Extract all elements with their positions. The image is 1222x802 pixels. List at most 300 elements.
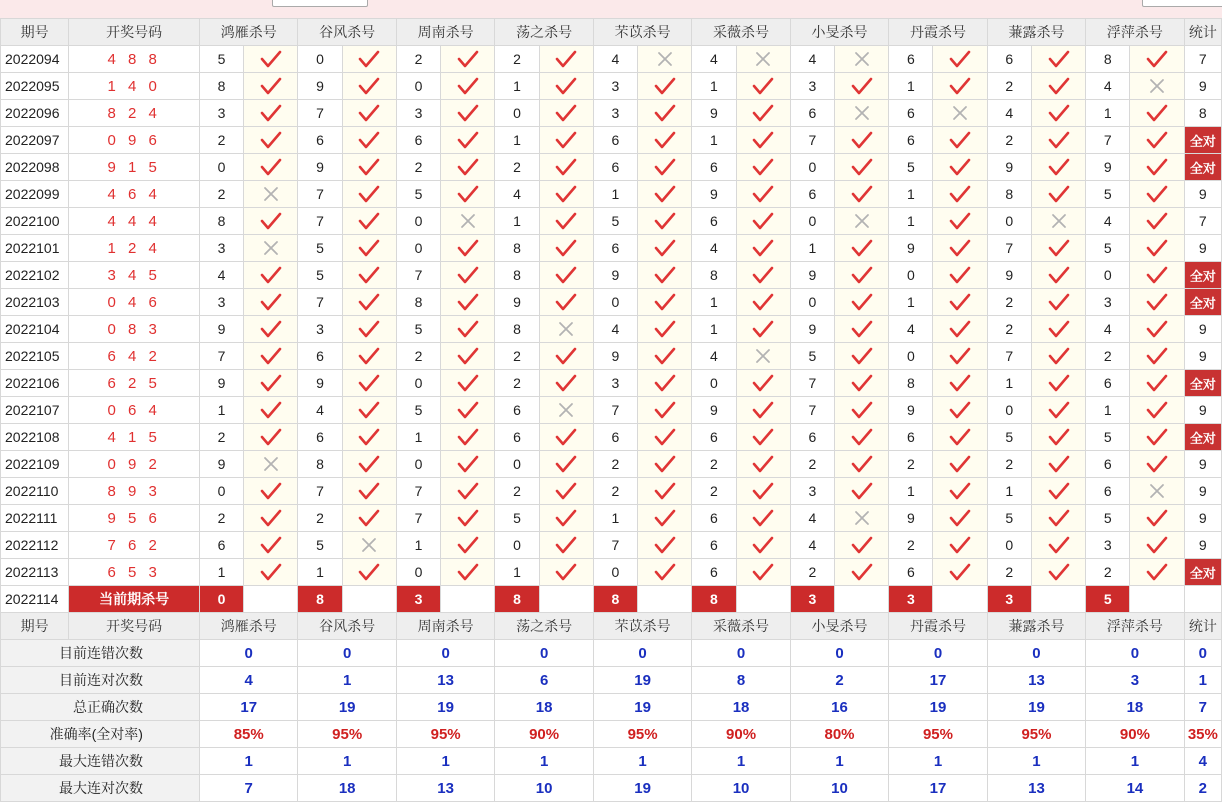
kill-number-cell: 2 [987,127,1031,154]
kill-number-cell: 6 [593,127,637,154]
stat-cell: 9 [1184,316,1221,343]
check-mark-icon [736,451,790,478]
kill-number-cell: 9 [199,370,243,397]
kill-number-cell: 4 [199,262,243,289]
check-mark-icon [342,424,396,451]
kill-number-cell: 2 [987,289,1031,316]
check-mark-icon [834,73,888,100]
table-row [1,370,1222,397]
kill-number-cell: 9 [298,370,342,397]
issue-cell: 2022100 [1,208,69,235]
check-mark-icon [1031,343,1085,370]
kill-number-cell: 9 [790,262,834,289]
cross-mark-icon [933,100,987,127]
kill-number-cell: 2 [495,478,539,505]
table-row [1,46,1222,73]
check-mark-icon [638,127,692,154]
kill-number-cell: 2 [199,505,243,532]
summary-value: 13 [987,667,1085,694]
cross-mark-icon [342,532,396,559]
kill-number-cell: 2 [790,451,834,478]
summary-label: 目前连对次数 [1,667,200,694]
check-mark-icon [736,370,790,397]
check-mark-icon [1130,100,1184,127]
kill-number-cell: 4 [692,235,736,262]
kill-number-cell: 6 [1086,370,1130,397]
header-draw: 开奖号码 [69,19,200,46]
issue-cell: 2022107 [1,397,69,424]
check-mark-icon [539,478,593,505]
issue-cell: 2022111 [1,505,69,532]
header-expert-5: 采薇杀号 [692,613,790,640]
kill-number-cell: 6 [593,235,637,262]
check-mark-icon [736,478,790,505]
table-row [1,505,1222,532]
check-mark-icon [834,262,888,289]
stat-cell: 7 [1184,208,1221,235]
kill-number-cell: 3 [1086,532,1130,559]
summary-value: 0 [298,640,396,667]
header-expert-0: 鸿雁杀号 [199,613,297,640]
kill-number-cell: 6 [889,559,933,586]
current-kill-number: 3 [790,586,834,613]
check-mark-icon [736,505,790,532]
summary-value: 0 [495,640,593,667]
check-mark-icon [834,235,888,262]
check-mark-icon [736,397,790,424]
kill-number-cell: 1 [1086,397,1130,424]
check-mark-icon [638,181,692,208]
issue-cell: 2022112 [1,532,69,559]
current-kill-number: 8 [495,586,539,613]
check-mark-icon [539,370,593,397]
check-mark-icon [539,559,593,586]
check-mark-icon [441,424,495,451]
check-mark-icon [342,262,396,289]
summary-label: 总正确次数 [1,694,200,721]
top-input-partial[interactable] [1142,0,1222,7]
check-mark-icon [1031,451,1085,478]
kill-number-cell: 9 [593,343,637,370]
all-correct-badge: 全对 [1184,154,1221,181]
summary-value: 0 [593,640,691,667]
stat-cell: 9 [1184,451,1221,478]
draw-number-cell: 0 9 6 [69,127,200,154]
summary-value: 16 [790,694,888,721]
draw-number-cell: 0 4 6 [69,289,200,316]
kill-number-cell: 0 [889,343,933,370]
kill-number-cell: 0 [987,208,1031,235]
check-mark-icon [638,343,692,370]
check-mark-icon [736,289,790,316]
check-mark-icon [1031,100,1085,127]
kill-number-cell: 7 [199,343,243,370]
summary-value: 8 [692,667,790,694]
kill-number-cell: 0 [987,397,1031,424]
summary-value: 17 [889,775,987,802]
kill-number-cell: 6 [889,100,933,127]
check-mark-icon [441,505,495,532]
check-mark-icon [638,532,692,559]
check-mark-icon [244,100,298,127]
top-select-partial[interactable] [272,0,368,7]
kill-number-cell: 3 [593,100,637,127]
kill-number-cell: 1 [495,208,539,235]
summary-value: 10 [790,775,888,802]
kill-number-cell: 9 [889,235,933,262]
current-kill-number: 3 [396,586,440,613]
kill-number-cell: 4 [593,46,637,73]
summary-value: 18 [298,775,396,802]
draw-number-cell: 1 2 4 [69,235,200,262]
kill-number-cell: 6 [199,532,243,559]
kill-number-cell: 7 [298,208,342,235]
kill-number-cell: 4 [298,397,342,424]
kill-number-cell: 0 [889,262,933,289]
check-mark-icon [441,478,495,505]
check-mark-icon [244,127,298,154]
summary-value: 19 [593,667,691,694]
summary-row [1,721,1222,748]
summary-value: 90% [495,721,593,748]
summary-value: 18 [692,694,790,721]
check-mark-icon [1130,289,1184,316]
summary-value: 19 [889,694,987,721]
kill-number-cell: 0 [692,370,736,397]
kill-number-cell: 1 [1086,100,1130,127]
check-mark-icon [441,289,495,316]
kill-number-cell: 6 [593,154,637,181]
kill-number-cell: 6 [298,343,342,370]
issue-cell: 2022104 [1,316,69,343]
summary-value: 1 [692,748,790,775]
check-mark-icon [1031,316,1085,343]
kill-number-cell: 9 [199,451,243,478]
kill-number-cell: 1 [987,478,1031,505]
kill-number-cell: 5 [199,46,243,73]
check-mark-icon [441,127,495,154]
kill-number-cell: 1 [987,370,1031,397]
kill-number-cell: 6 [1086,478,1130,505]
table-row [1,181,1222,208]
kill-number-cell: 4 [593,316,637,343]
all-correct-badge: 全对 [1184,424,1221,451]
table-row [1,478,1222,505]
check-mark-icon [1031,559,1085,586]
check-mark-icon [933,262,987,289]
current-kill-spacer [933,586,987,613]
summary-value: 95% [889,721,987,748]
table-row [1,532,1222,559]
kill-number-cell: 2 [692,451,736,478]
check-mark-icon [539,46,593,73]
kill-number-cell: 0 [396,559,440,586]
cross-mark-icon [736,46,790,73]
kill-number-table [0,18,1222,802]
check-mark-icon [441,343,495,370]
kill-number-cell: 2 [199,181,243,208]
cross-mark-icon [1130,478,1184,505]
kill-number-cell: 4 [495,181,539,208]
stat-cell: 9 [1184,181,1221,208]
check-mark-icon [342,505,396,532]
summary-value: 80% [790,721,888,748]
current-kill-label: 当前期杀号 [69,586,200,613]
kill-number-cell: 2 [1086,343,1130,370]
kill-number-cell: 9 [593,262,637,289]
kill-number-cell: 7 [396,505,440,532]
header-expert-8: 蒹露杀号 [987,613,1085,640]
kill-number-cell: 4 [987,100,1031,127]
check-mark-icon [342,478,396,505]
check-mark-icon [539,532,593,559]
current-kill-number: 3 [889,586,933,613]
kill-number-cell: 0 [396,208,440,235]
table-header-row [1,19,1222,46]
check-mark-icon [933,451,987,478]
check-mark-icon [539,451,593,478]
kill-number-cell: 2 [495,370,539,397]
kill-number-cell: 9 [692,100,736,127]
header-expert-3: 荡之杀号 [495,19,593,46]
summary-value: 4 [199,667,297,694]
cross-mark-icon [834,505,888,532]
issue-cell: 2022108 [1,424,69,451]
kill-number-cell: 6 [495,424,539,451]
summary-stat-value: 2 [1184,775,1221,802]
check-mark-icon [441,46,495,73]
check-mark-icon [244,532,298,559]
kill-number-cell: 1 [889,478,933,505]
check-mark-icon [638,235,692,262]
kill-number-cell: 0 [396,451,440,478]
summary-value: 13 [396,667,494,694]
kill-number-cell: 0 [790,154,834,181]
kill-number-cell: 5 [298,532,342,559]
header-expert-5: 采薇杀号 [692,19,790,46]
summary-value: 1 [889,748,987,775]
kill-number-cell: 1 [396,532,440,559]
summary-value: 18 [1086,694,1184,721]
kill-number-cell: 6 [593,424,637,451]
check-mark-icon [638,154,692,181]
check-mark-icon [638,100,692,127]
kill-number-cell: 1 [692,73,736,100]
draw-number-cell: 7 6 2 [69,532,200,559]
issue-cell: 2022109 [1,451,69,478]
check-mark-icon [244,154,298,181]
kill-number-cell: 3 [593,370,637,397]
table-row [1,451,1222,478]
current-stat-cell [1184,586,1221,613]
check-mark-icon [244,505,298,532]
all-correct-badge: 全对 [1184,262,1221,289]
current-kill-number: 0 [199,586,243,613]
stat-cell: 9 [1184,343,1221,370]
kill-number-cell: 2 [593,451,637,478]
summary-value: 19 [298,694,396,721]
kill-number-cell: 9 [987,262,1031,289]
summary-value: 19 [593,775,691,802]
check-mark-icon [342,397,396,424]
kill-number-cell: 6 [495,397,539,424]
check-mark-icon [539,181,593,208]
issue-cell: 2022096 [1,100,69,127]
check-mark-icon [539,235,593,262]
check-mark-icon [1130,127,1184,154]
kill-number-cell: 3 [396,100,440,127]
check-mark-icon [539,343,593,370]
summary-value: 1 [790,748,888,775]
kill-number-cell: 5 [987,424,1031,451]
current-kill-number: 8 [298,586,342,613]
summary-row [1,748,1222,775]
check-mark-icon [539,100,593,127]
cross-mark-icon [1031,208,1085,235]
check-mark-icon [1130,424,1184,451]
header-expert-4: 芣苡杀号 [593,19,691,46]
check-mark-icon [244,46,298,73]
issue-cell: 2022110 [1,478,69,505]
check-mark-icon [342,289,396,316]
check-mark-icon [441,532,495,559]
stat-cell: 9 [1184,505,1221,532]
kill-number-cell: 9 [790,316,834,343]
check-mark-icon [1031,424,1085,451]
kill-number-cell: 0 [298,46,342,73]
table-row [1,262,1222,289]
header-expert-3: 荡之杀号 [495,613,593,640]
kill-number-cell: 4 [790,46,834,73]
cross-mark-icon [539,397,593,424]
check-mark-icon [933,424,987,451]
kill-number-cell: 2 [495,154,539,181]
draw-number-cell: 4 6 4 [69,181,200,208]
check-mark-icon [342,316,396,343]
table-row [1,100,1222,127]
kill-number-cell: 9 [692,397,736,424]
summary-row [1,694,1222,721]
kill-number-cell: 9 [298,154,342,181]
stat-cell: 9 [1184,235,1221,262]
kill-number-cell: 1 [199,559,243,586]
check-mark-icon [342,343,396,370]
check-mark-icon [638,208,692,235]
kill-number-cell: 6 [790,424,834,451]
check-mark-icon [441,397,495,424]
summary-value: 19 [396,694,494,721]
header-expert-6: 小旻杀号 [790,613,888,640]
summary-value: 1 [199,748,297,775]
check-mark-icon [244,559,298,586]
check-mark-icon [441,316,495,343]
current-kill-spacer [342,586,396,613]
kill-number-cell: 3 [199,235,243,262]
check-mark-icon [834,127,888,154]
cross-mark-icon [834,46,888,73]
kill-number-cell: 2 [889,451,933,478]
issue-cell: 2022103 [1,289,69,316]
kill-number-cell: 7 [593,397,637,424]
table-row [1,154,1222,181]
check-mark-icon [638,451,692,478]
kill-number-cell: 7 [298,478,342,505]
summary-value: 95% [593,721,691,748]
check-mark-icon [1130,397,1184,424]
check-mark-icon [834,451,888,478]
check-mark-icon [539,127,593,154]
check-mark-icon [933,181,987,208]
header-expert-9: 浮萍杀号 [1086,19,1184,46]
issue-cell: 2022113 [1,559,69,586]
check-mark-icon [441,370,495,397]
check-mark-icon [441,262,495,289]
header-expert-1: 谷风杀号 [298,613,396,640]
kill-number-cell: 3 [790,478,834,505]
draw-number-cell: 1 4 0 [69,73,200,100]
header-expert-6: 小旻杀号 [790,19,888,46]
summary-value: 1 [298,667,396,694]
check-mark-icon [342,451,396,478]
kill-number-cell: 3 [199,289,243,316]
kill-number-cell: 2 [396,343,440,370]
cross-mark-icon [1130,73,1184,100]
check-mark-icon [933,46,987,73]
kill-number-cell: 8 [298,451,342,478]
kill-number-cell: 0 [199,478,243,505]
kill-number-cell: 0 [790,289,834,316]
kill-number-cell: 5 [495,505,539,532]
check-mark-icon [1031,46,1085,73]
draw-number-cell: 9 1 5 [69,154,200,181]
summary-value: 90% [1086,721,1184,748]
check-mark-icon [933,208,987,235]
kill-number-cell: 8 [495,262,539,289]
check-mark-icon [244,397,298,424]
kill-number-cell: 8 [692,262,736,289]
table-row [1,289,1222,316]
check-mark-icon [1130,451,1184,478]
draw-number-cell: 6 5 3 [69,559,200,586]
check-mark-icon [933,370,987,397]
kill-number-cell: 5 [1086,505,1130,532]
current-kill-spacer [638,586,692,613]
kill-number-cell: 7 [298,181,342,208]
kill-number-cell: 6 [692,424,736,451]
all-correct-badge: 全对 [1184,127,1221,154]
summary-row [1,775,1222,802]
top-toolbar-strip [0,0,1222,18]
kill-number-cell: 2 [790,559,834,586]
check-mark-icon [244,262,298,289]
kill-number-cell: 0 [593,289,637,316]
summary-value: 10 [692,775,790,802]
kill-number-cell: 2 [987,451,1031,478]
check-mark-icon [933,478,987,505]
check-mark-icon [834,478,888,505]
check-mark-icon [1130,316,1184,343]
table-row [1,559,1222,586]
kill-number-cell: 1 [593,181,637,208]
kill-number-cell: 4 [1086,208,1130,235]
kill-number-cell: 6 [1086,451,1130,478]
check-mark-icon [539,73,593,100]
table-row [1,208,1222,235]
check-mark-icon [834,559,888,586]
stat-cell: 8 [1184,100,1221,127]
check-mark-icon [1031,370,1085,397]
summary-stat-value: 4 [1184,748,1221,775]
